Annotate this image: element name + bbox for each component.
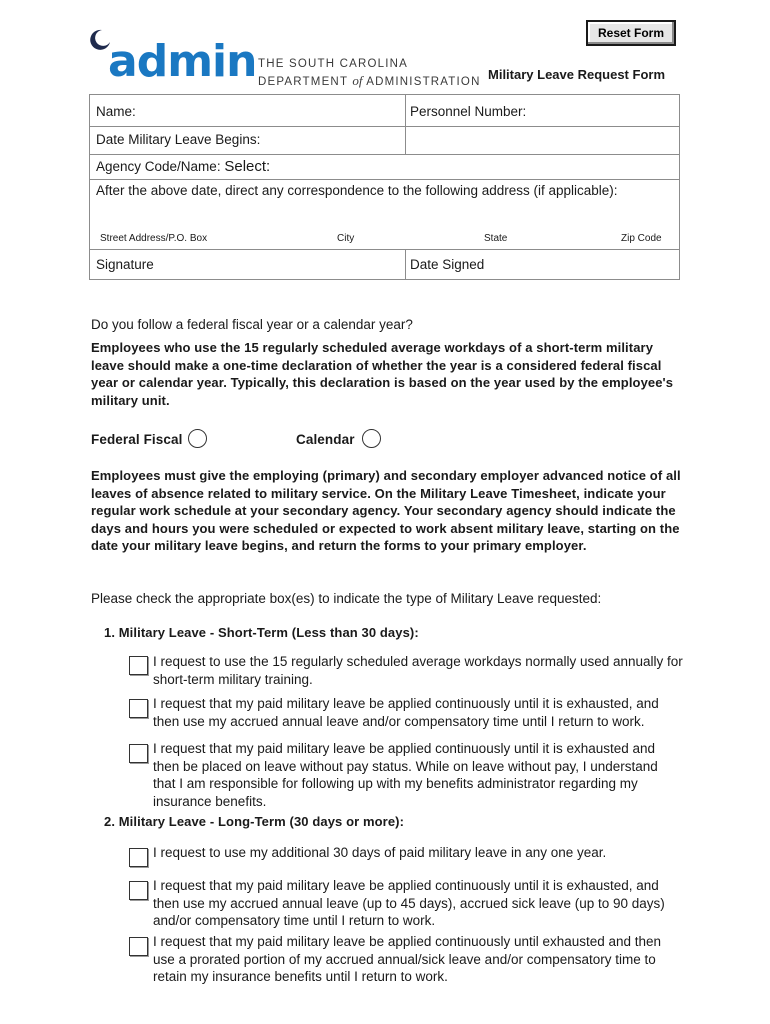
reset-form-button[interactable]: Reset Form xyxy=(586,20,676,46)
short-term-option-2-checkbox[interactable] xyxy=(129,699,148,718)
short-term-heading: 1. Military Leave - Short-Term (Less than 30 days): xyxy=(104,625,419,640)
fiscal-question: Do you follow a federal fiscal year or a calendar year? xyxy=(91,317,413,332)
short-term-option-2-text: I request that my paid military leave be applied continuously until it is exhausted, and then use my accrued annual leave and/or compensatory time until I return to work. xyxy=(153,696,659,729)
agency-select[interactable]: Select: xyxy=(224,158,271,175)
long-term-heading: 2. Military Leave - Long-Term (30 days or more): xyxy=(104,814,405,829)
long-term-option-3-checkbox[interactable] xyxy=(129,937,148,956)
short-term-option-1-checkbox[interactable] xyxy=(129,656,148,675)
address-instruction: After the above date, direct any correspondence to the following address (if applicable): xyxy=(96,183,618,198)
long-term-option-3-text: I request that my paid military leave be applied continuously until exhausted and then use a prorated portion of my accrued annual/sick leave and/or compensatory time to retain my insurance benefits until I return to work. xyxy=(153,934,662,984)
fiscal-paragraph: Employees who use the 15 regularly scheduled average workdays of a short-term military leave should make a one-time declaration of whether the year is a considered federal fiscal year or calendar year. Typically, this declaration is based on the year used by the employee's military unit. xyxy=(91,340,674,408)
employee-info-table xyxy=(89,94,680,280)
notice-paragraph: Employees must give the employing (primary) and secondary employer advanced notice of all leaves of absence related to military service. On the Military Leave Timesheet, indicate your regular work schedule at your secondary agency. Your secondary agency should indicate the days and hours you were scheduled or expected to work absent military leave, starting on the date your military leave begins, and return the forms to your primary employer. xyxy=(91,468,681,553)
check-instruction: Please check the appropriate box(es) to indicate the type of Military Leave requested: xyxy=(91,591,602,606)
signature-label: Signature xyxy=(96,257,154,272)
name-field[interactable] xyxy=(142,97,402,124)
address-field[interactable] xyxy=(94,203,674,233)
date-signed-label: Date Signed xyxy=(410,257,485,272)
date-begins-label: Date Military Leave Begins: xyxy=(96,132,261,147)
federal-fiscal-label: Federal Fiscal xyxy=(91,432,183,447)
short-term-option-1-text: I request to use the 15 regularly scheduled average workdays normally used annually for short-term military training. xyxy=(153,654,683,687)
logo-wordmark: admin xyxy=(108,36,257,87)
long-term-option-2-text: I request that my paid military leave be applied continuously until it is exhausted, and then use my accrued annual leave (up to 45 days), accrued sick leave (up to 90 days) and/or compensatory time until I return to work. xyxy=(153,878,665,928)
short-term-option-3-checkbox[interactable] xyxy=(129,744,148,763)
form-title: Military Leave Request Form xyxy=(488,67,665,82)
column-divider xyxy=(405,249,406,279)
calendar-label: Calendar xyxy=(296,432,355,447)
federal-fiscal-radio[interactable] xyxy=(188,429,207,448)
short-term-option-3-text: I request that my paid military leave be applied continuously until it is exhausted and then be placed on leave without pay status. While on leave without pay, I understand that I am responsible for following up with my benefits administrator regarding my insurance benefits. xyxy=(153,741,658,809)
personnel-number-label: Personnel Number: xyxy=(410,104,527,119)
name-label: Name: xyxy=(96,104,136,119)
logo-state-line: THE SOUTH CAROLINA xyxy=(258,58,409,70)
zip-label: Zip Code xyxy=(621,233,662,244)
date-signed-field[interactable] xyxy=(490,251,675,277)
long-term-option-2-checkbox[interactable] xyxy=(129,881,148,900)
long-term-option-1-text: I request to use my additional 30 days of paid military leave in any one year. xyxy=(153,845,607,860)
long-term-option-1-checkbox[interactable] xyxy=(129,848,148,867)
personnel-number-field[interactable] xyxy=(535,97,675,124)
state-label: State xyxy=(484,233,508,244)
sc-admin-logo xyxy=(88,28,481,88)
agency-code-label: Agency Code/Name: Select: xyxy=(96,158,271,175)
street-label: Street Address/P.O. Box xyxy=(100,233,208,244)
logo-department-line: DEPARTMENT of ADMINISTRATION xyxy=(258,73,481,88)
city-label: City xyxy=(337,233,355,244)
calendar-radio[interactable] xyxy=(362,429,381,448)
date-begins-field[interactable] xyxy=(270,128,400,152)
